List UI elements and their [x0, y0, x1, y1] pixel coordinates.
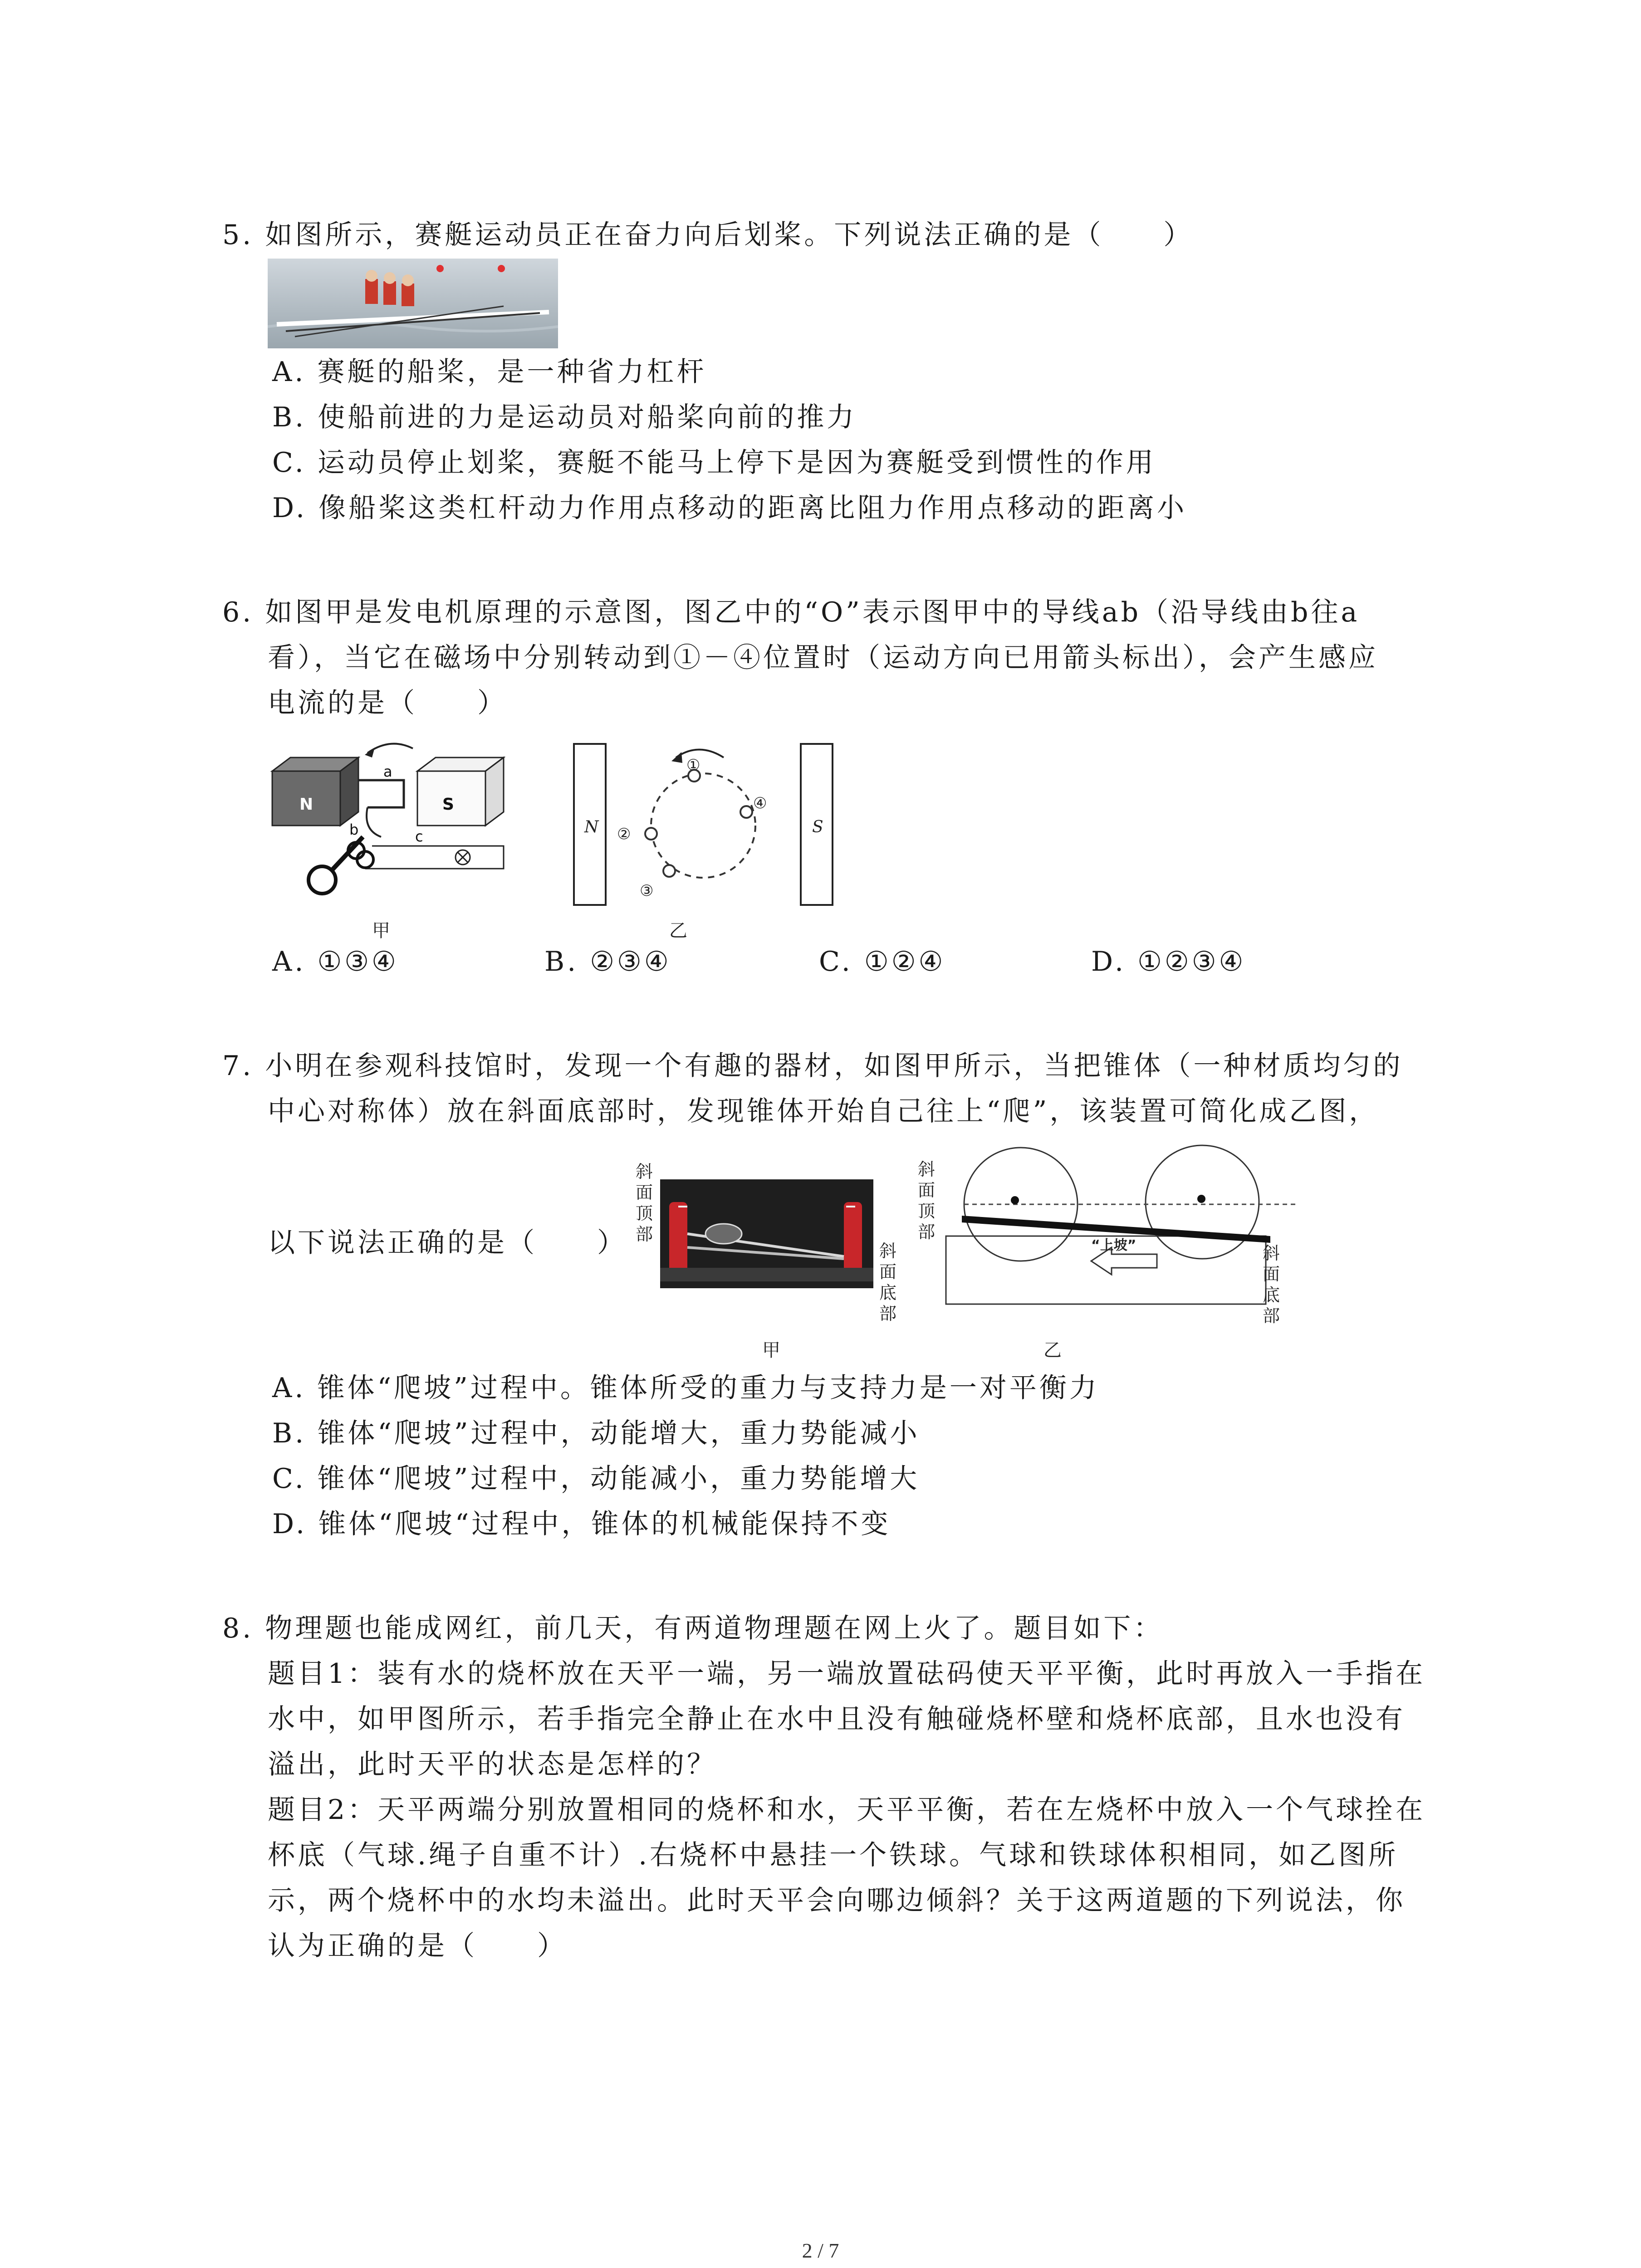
q6-option-a: A. ①③④	[272, 946, 399, 978]
q7-stem-line2: 中心对称体）放在斜面底部时，发现锥体开始自己往上“爬”，该装置可简化成乙图，	[268, 1095, 1379, 1127]
q5-option-d: D. 像船桨这类杠杆动力作用点移动的距离比阻力作用点移动的距离小	[272, 492, 1187, 524]
q6-option-c: C. ①②④	[819, 946, 946, 978]
uphill-label: “上坡”	[1091, 1237, 1136, 1253]
rowing-photo	[268, 259, 558, 348]
q6-stem-line1: 6. 如图甲是发电机原理的示意图，图乙中的“O”表示图甲中的导线ab（沿导线由b往a	[222, 596, 1360, 628]
pole-n-label: N	[584, 818, 599, 836]
wire-c-label: c	[415, 828, 423, 845]
magnet-s-label: S	[442, 795, 454, 814]
q5-option-c: C. 运动员停止划桨，赛艇不能马上停下是因为赛艇受到惯性的作用	[272, 447, 1156, 479]
q8-line1: 8. 物理题也能成网红，前几天，有两道物理题在网上火了。题目如下：	[222, 1613, 1164, 1644]
q6-stem-line3: 电流的是（ ）	[268, 687, 507, 719]
q8-line4: 溢出，此时天平的状态是怎样的？	[268, 1749, 717, 1780]
q8-line5: 题目2：天平两端分别放置相同的烧杯和水，天平平衡，若在左烧杯中放入一个气球拴在	[268, 1794, 1426, 1826]
q7-option-b: B. 锥体“爬坡”过程中，动能增大，重力势能减小	[272, 1418, 920, 1449]
position-1-label: ①	[686, 756, 700, 774]
q5-option-b: B. 使船前进的力是运动员对船桨向前的推力	[272, 401, 857, 433]
q8-line6: 杯底（气球.绳子自重不计）.右烧杯中悬挂一个铁球。气球和铁球体积相同，如乙图所	[268, 1839, 1399, 1871]
pole-s-label: S	[812, 818, 823, 836]
cone-slope-schematic	[939, 1129, 1302, 1311]
q7-stem-line1: 7. 小明在参观科技馆时，发现一个有趣的器材，如图甲所示，当把锥体（一种材质均匀的	[222, 1050, 1403, 1082]
q7-option-a: A. 锥体“爬坡”过程中。锥体所受的重力与支持力是一对平衡力	[272, 1372, 1099, 1404]
cone-slope-photo	[660, 1179, 873, 1288]
q6-stem-line2: 看），当它在磁场中分别转动到①－④位置时（运动方向已用箭头标出），会产生感应	[268, 642, 1378, 674]
q7-stem-line3: 以下说法正确的是（ ）	[268, 1227, 627, 1259]
q6-option-b: B. ②③④	[544, 946, 671, 978]
wire-a-label: a	[383, 763, 392, 780]
position-3-label: ③	[640, 882, 654, 900]
slope-top-label-right: 斜面顶部	[917, 1159, 935, 1242]
q7-option-c: C. 锥体“爬坡”过程中，动能减小，重力势能增大	[272, 1463, 920, 1495]
q7-fig-jia-label: 甲	[762, 1340, 780, 1361]
q7-fig-yi-label: 乙	[1043, 1340, 1062, 1361]
q8-line3: 水中，如甲图所示，若手指完全静止在水中且没有触碰烧杯壁和烧杯底部，且水也没有	[268, 1703, 1406, 1735]
position-2-label: ②	[617, 825, 631, 843]
q6-option-d: D. ①②③④	[1091, 946, 1246, 978]
q8-line7: 示，两个烧杯中的水均未溢出。此时天平会向哪边倾斜？关于这两道题的下列说法，你	[268, 1885, 1406, 1916]
slope-top-label-left: 斜面顶部	[635, 1162, 653, 1244]
q5-stem: 5. 如图所示，赛艇运动员正在奋力向后划桨。下列说法正确的是（ ）	[222, 219, 1194, 251]
q5-option-a: A. 赛艇的船桨，是一种省力杠杆	[272, 356, 707, 388]
fig-yi-label: 乙	[669, 920, 687, 941]
fig-jia-label: 甲	[372, 920, 390, 941]
q8-line2: 题目1：装有水的烧杯放在天平一端，另一端放置砝码使天平平衡，此时再放入一手指在	[268, 1658, 1426, 1690]
magnet-n-label: N	[299, 795, 314, 814]
slope-bottom-label-right: 斜面底部	[1262, 1243, 1280, 1326]
slope-bottom-label-middle: 斜面底部	[879, 1241, 896, 1324]
q8-line8: 认为正确的是（ ）	[268, 1930, 567, 1962]
page-number: 2 / 7	[802, 2239, 839, 2262]
magnetic-field-positions-diagram	[567, 739, 839, 912]
q7-option-d: D. 锥体“爬坡“过程中，锥体的机械能保持不变	[272, 1508, 891, 1540]
wire-b-label: b	[349, 821, 359, 838]
position-4-label: ④	[753, 794, 767, 812]
generator-diagram	[268, 739, 522, 912]
